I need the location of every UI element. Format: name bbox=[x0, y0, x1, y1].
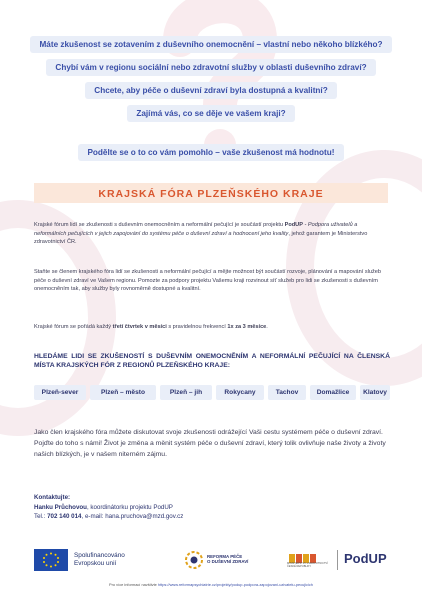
footer-link[interactable]: https://www.reformapsychiatrie.cz/projekty/podup-podpora-zapojovani-uzivatelu-pecujicich bbox=[157, 582, 313, 587]
logos-row bbox=[34, 547, 390, 573]
join-paragraph: Jako člen krajského fóra můžete diskutovat svoje zkušenosti odrážející Vaši cestu systémem péče o duševní zdraví. Pojďte do toho s námi! Život je změna a měnit systém péče o duševní zdraví, který tolik ovlivňuje naše životy a životy našich blízkých, je v našem niterném zájmu. bbox=[34, 429, 386, 458]
logo-divider bbox=[337, 550, 338, 570]
intro-paragraph-3: Krajské fórum se pořádá každý třetí čtvrtek v měsíci s pravidelnou frekvencí 1x za 3 měsíce. bbox=[34, 324, 268, 330]
question-2: Chybí vám v regionu sociální nebo zdravotní služby v oblasti duševního zdraví? bbox=[46, 59, 375, 76]
region-plzen-sever: Plzeň-sever bbox=[34, 385, 86, 400]
contact-phone[interactable]: 702 140 014 bbox=[47, 513, 82, 521]
mz-logo-icon bbox=[289, 550, 325, 561]
question-4: Zajímá vás, co se děje ve vašem kraji? bbox=[127, 105, 294, 122]
question-3: Chcete, aby péče o duševní zdraví byla dostupná a kvalitní? bbox=[85, 82, 336, 99]
eu-flag-icon bbox=[34, 549, 68, 571]
region-rokycany: Rokycany bbox=[216, 385, 264, 400]
contact-email[interactable]: hana.pruchova@mzd.gov.cz bbox=[105, 513, 184, 521]
contact-label: Kontaktujte: bbox=[34, 494, 71, 501]
contact-name: Hanku Průchovou bbox=[34, 503, 87, 511]
contact-block: Kontaktujte: Hanku Průchovou, koordinátorku projektu PodUP Tel.: 702 140 014, e-mail: hana.pruchova@mzd.gov.cz bbox=[34, 494, 184, 521]
footer bbox=[0, 582, 422, 587]
question-5: Podělte se o to co vám pomohlo – vaše zkušenost má hodnotu! bbox=[78, 144, 343, 161]
question-1: Máte zkušenost se zotavením z duševního onemocnění – vlastní nebo někoho blízkého? bbox=[30, 36, 391, 53]
region-tachov: Tachov bbox=[268, 385, 306, 400]
eu-cofinanced-text: Spolufinancováno Evropskou unií bbox=[74, 552, 125, 567]
footer-label: Pro více informací navštivte bbox=[109, 582, 158, 587]
region-plzen-jih: Plzeň – jih bbox=[160, 385, 212, 400]
mz-text: MINISTERSTVO ZDRAVOTNICTVÍ ČESKÉ REPUBLIKY bbox=[287, 562, 328, 569]
title-band bbox=[34, 183, 388, 203]
region-klatovy: Klatovy bbox=[360, 385, 390, 400]
regions-list bbox=[34, 385, 390, 400]
reforma-logo-icon bbox=[184, 550, 204, 570]
region-domazlice: Domažlice bbox=[310, 385, 356, 400]
reforma-text: REFORMA PÉČE O DUŠEVNÍ ZDRAVÍ bbox=[207, 554, 249, 565]
intro-paragraph-1: Krajské fórum lidí se zkušenosti s duševním onemocněním a neformální pečující je součástí projektu PodUP - Podpora uživatelů a neformálních pečujících v jejich zapojování do systému péče o duševní zdraví a hodnocení jeho kvality, jehož garantem je Ministerstvo zdravotnictví ČR. bbox=[34, 222, 368, 246]
seeking-heading: HLEDÁME LIDI SE ZKUŠENOSTÍ S DUŠEVNÍM ONEMOCNĚNÍM A NEFORMÁLNÍ PEČUJÍCÍ NA ČLENSKÁ MÍSTA KRAJSKÝCH FÓR Z REGIONŮ PLZEŇSKÉHO KRAJE: bbox=[34, 353, 390, 370]
region-plzen-mesto: Plzeň – město bbox=[90, 385, 156, 400]
page-title: KRAJSKÁ FÓRA PLZEŇSKÉHO KRAJE bbox=[98, 188, 324, 200]
podup-logo: PodUP bbox=[344, 551, 387, 566]
intro-paragraph-2: Staňte se členem krajského fóra lidí se zkušenosti a neformální pečující a mějte možnost být součástí rozvoje, plánování a mapování služeb péče o duševní zdraví ve Vašem regionu. Pomozte za podpory projektu Vašemu kraji rozvinout síť služeb pro lidi se zkušenosti s duševním onemocněním tak, aby služby byly rovnoměrně dostupné a kvalitní. bbox=[34, 269, 381, 293]
